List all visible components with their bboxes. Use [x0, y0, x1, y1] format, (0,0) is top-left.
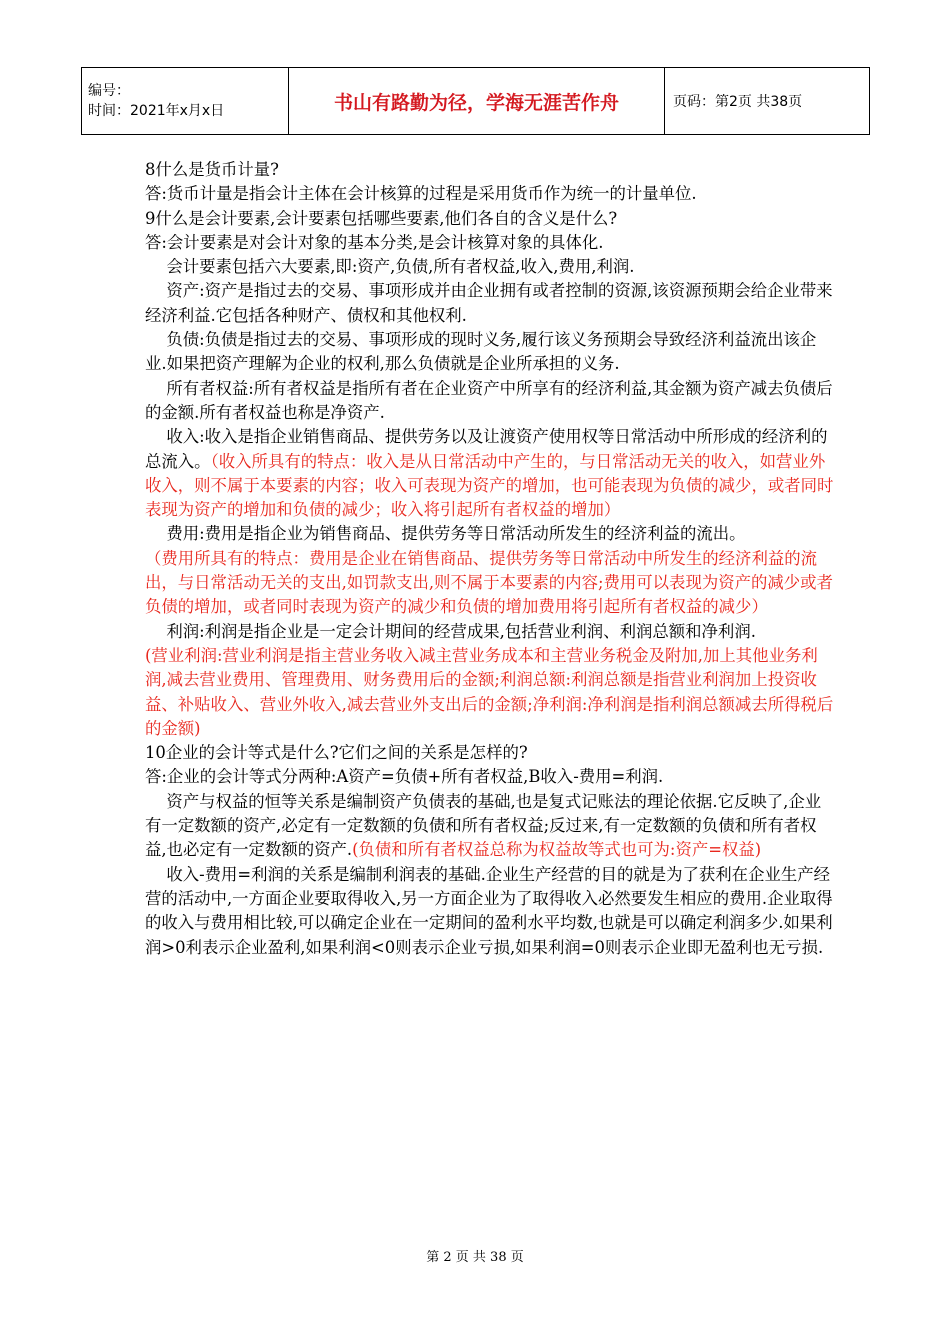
question-10: 10企业的会计等式是什么?它们之间的关系是怎样的? [145, 743, 528, 763]
equation1-paragraph [145, 790, 835, 863]
liability-paragraph: 负债:负债是指过去的交易、事项形成的现时义务,履行该义务预期会导致经济利益流出该企业.如果把资产理解为企业的权利,那么负债就是企业所承担的义务. [145, 330, 817, 374]
page-footer: 第 2 页 共 38 页 [426, 1250, 524, 1265]
equation2-paragraph: 收入-费用=利润的关系是编制利润表的基础.企业生产经营的目的就是为了获利在企业生产经营的活动中,一方面企业要取得收入,另一方面企业为了取得收入必然要发生相应的费用.企业取得的收入与费用相比较,可以确定企业在一定期间的盈利水平均数,也就是可以确定利润多少.如果利润>0利表示企业盈利,如果利润<0则表示企业亏损,如果利润=0则表示企业即无盈利也无亏损. [145, 864, 833, 957]
revenue-text: 收入:收入是指企业销售商品、提供劳务以及让渡资产使用权等日常活动中所形成的经济利的总流入。 [145, 427, 828, 471]
equity-paragraph: 所有者权益:所有者权益是指所有者在企业资产中所享有的经济利益,其金额为资产减去负债后的金额.所有者权益也称是净资产. [145, 378, 833, 422]
answer-8: 答:货币计量是指会计主体在会计核算的过程是采用货币作为统一的计量单位. [145, 184, 697, 204]
equation1-note: (负债和所有者权益总称为权益故等式也可为:资产=权益) [352, 840, 762, 860]
expense-paragraph: 费用:费用是指企业为销售商品、提供劳务等日常活动所发生的经济利益的流出。 [166, 524, 746, 544]
number-label: 编号： [88, 83, 130, 99]
equation1-text: 资产与权益的恒等关系是编制资产负债表的基础,也是复式记账法的理论依据.它反映了,企业有一定数额的资产,必定有一定数额的负债和所有者权益;反过来,有一定数额的负债和所有者权益,也必定有一定数额的资产. [145, 791, 822, 860]
answer-10: 答:企业的会计等式分两种:A资产=负债+所有者权益,B收入-费用=利润. [145, 767, 664, 787]
time-label: 时间：2021年x月x日 [88, 103, 225, 119]
profit-paragraph: 利润:利润是指企业是一定会计期间的经营成果,包括营业利润、利润总额和净利润. [166, 621, 756, 641]
answer-9: 答:会计要素是对会计对象的基本分类,是会计核算对象的具体化. [145, 232, 604, 252]
profit-note: (营业利润:营业利润是指主营业务收入减主营业务成本和主营业务税金及附加,加上其他业务利润,减去营业费用、管理费用、财务费用后的金额;利润总额:利润总额是指营业利润加上投资收益、补贴收入、营业外收入,减去营业外支出后的金额;净利润:净利润是指利润总额减去所得税后的金额) [145, 645, 834, 738]
asset-paragraph: 资产:资产是指过去的交易、事项形成并由企业拥有或者控制的资源,该资源预期会给企业带来经济利益.它包括各种财产、债权和其他权利. [145, 281, 833, 325]
header-page-info: 页码：第2页 共38页 [665, 68, 870, 135]
header-meta-cell [82, 68, 289, 135]
question-9: 9什么是会计要素,会计要素包括哪些要素,他们各自的含义是什么? [145, 208, 618, 228]
question-8: 8什么是货币计量? [145, 160, 279, 179]
revenue-paragraph [145, 425, 835, 522]
document-body [145, 158, 835, 960]
revenue-note: （收入所具有的特点：收入是从日常活动中产生的，与日常活动无关的收入，如营业外收入，则不属于本要素的内容；收入可表现为资产的增加，也可能表现为负债的减少，或者同时表现为资产的增加和负债的减少；收入将引起所有者权益的增加） [145, 451, 834, 520]
expense-note: （费用所具有的特点：费用是企业在销售商品、提供劳务等日常活动中所发生的经济利益的流出，与日常活动无关的支出,如罚款支出,则不属于本要素的内容;费用可以表现为资产的减少或者负债的增加，或者同时表现为资产的减少和负债的增加费用将引起所有者权益的减少） [145, 548, 833, 617]
header-motto: 书山有路勤为径，学海无涯苦作舟 [289, 68, 665, 135]
page-header [81, 67, 870, 135]
elements-paragraph: 会计要素包括六大要素,即:资产,负债,所有者权益,收入,费用,利润. [166, 257, 635, 277]
